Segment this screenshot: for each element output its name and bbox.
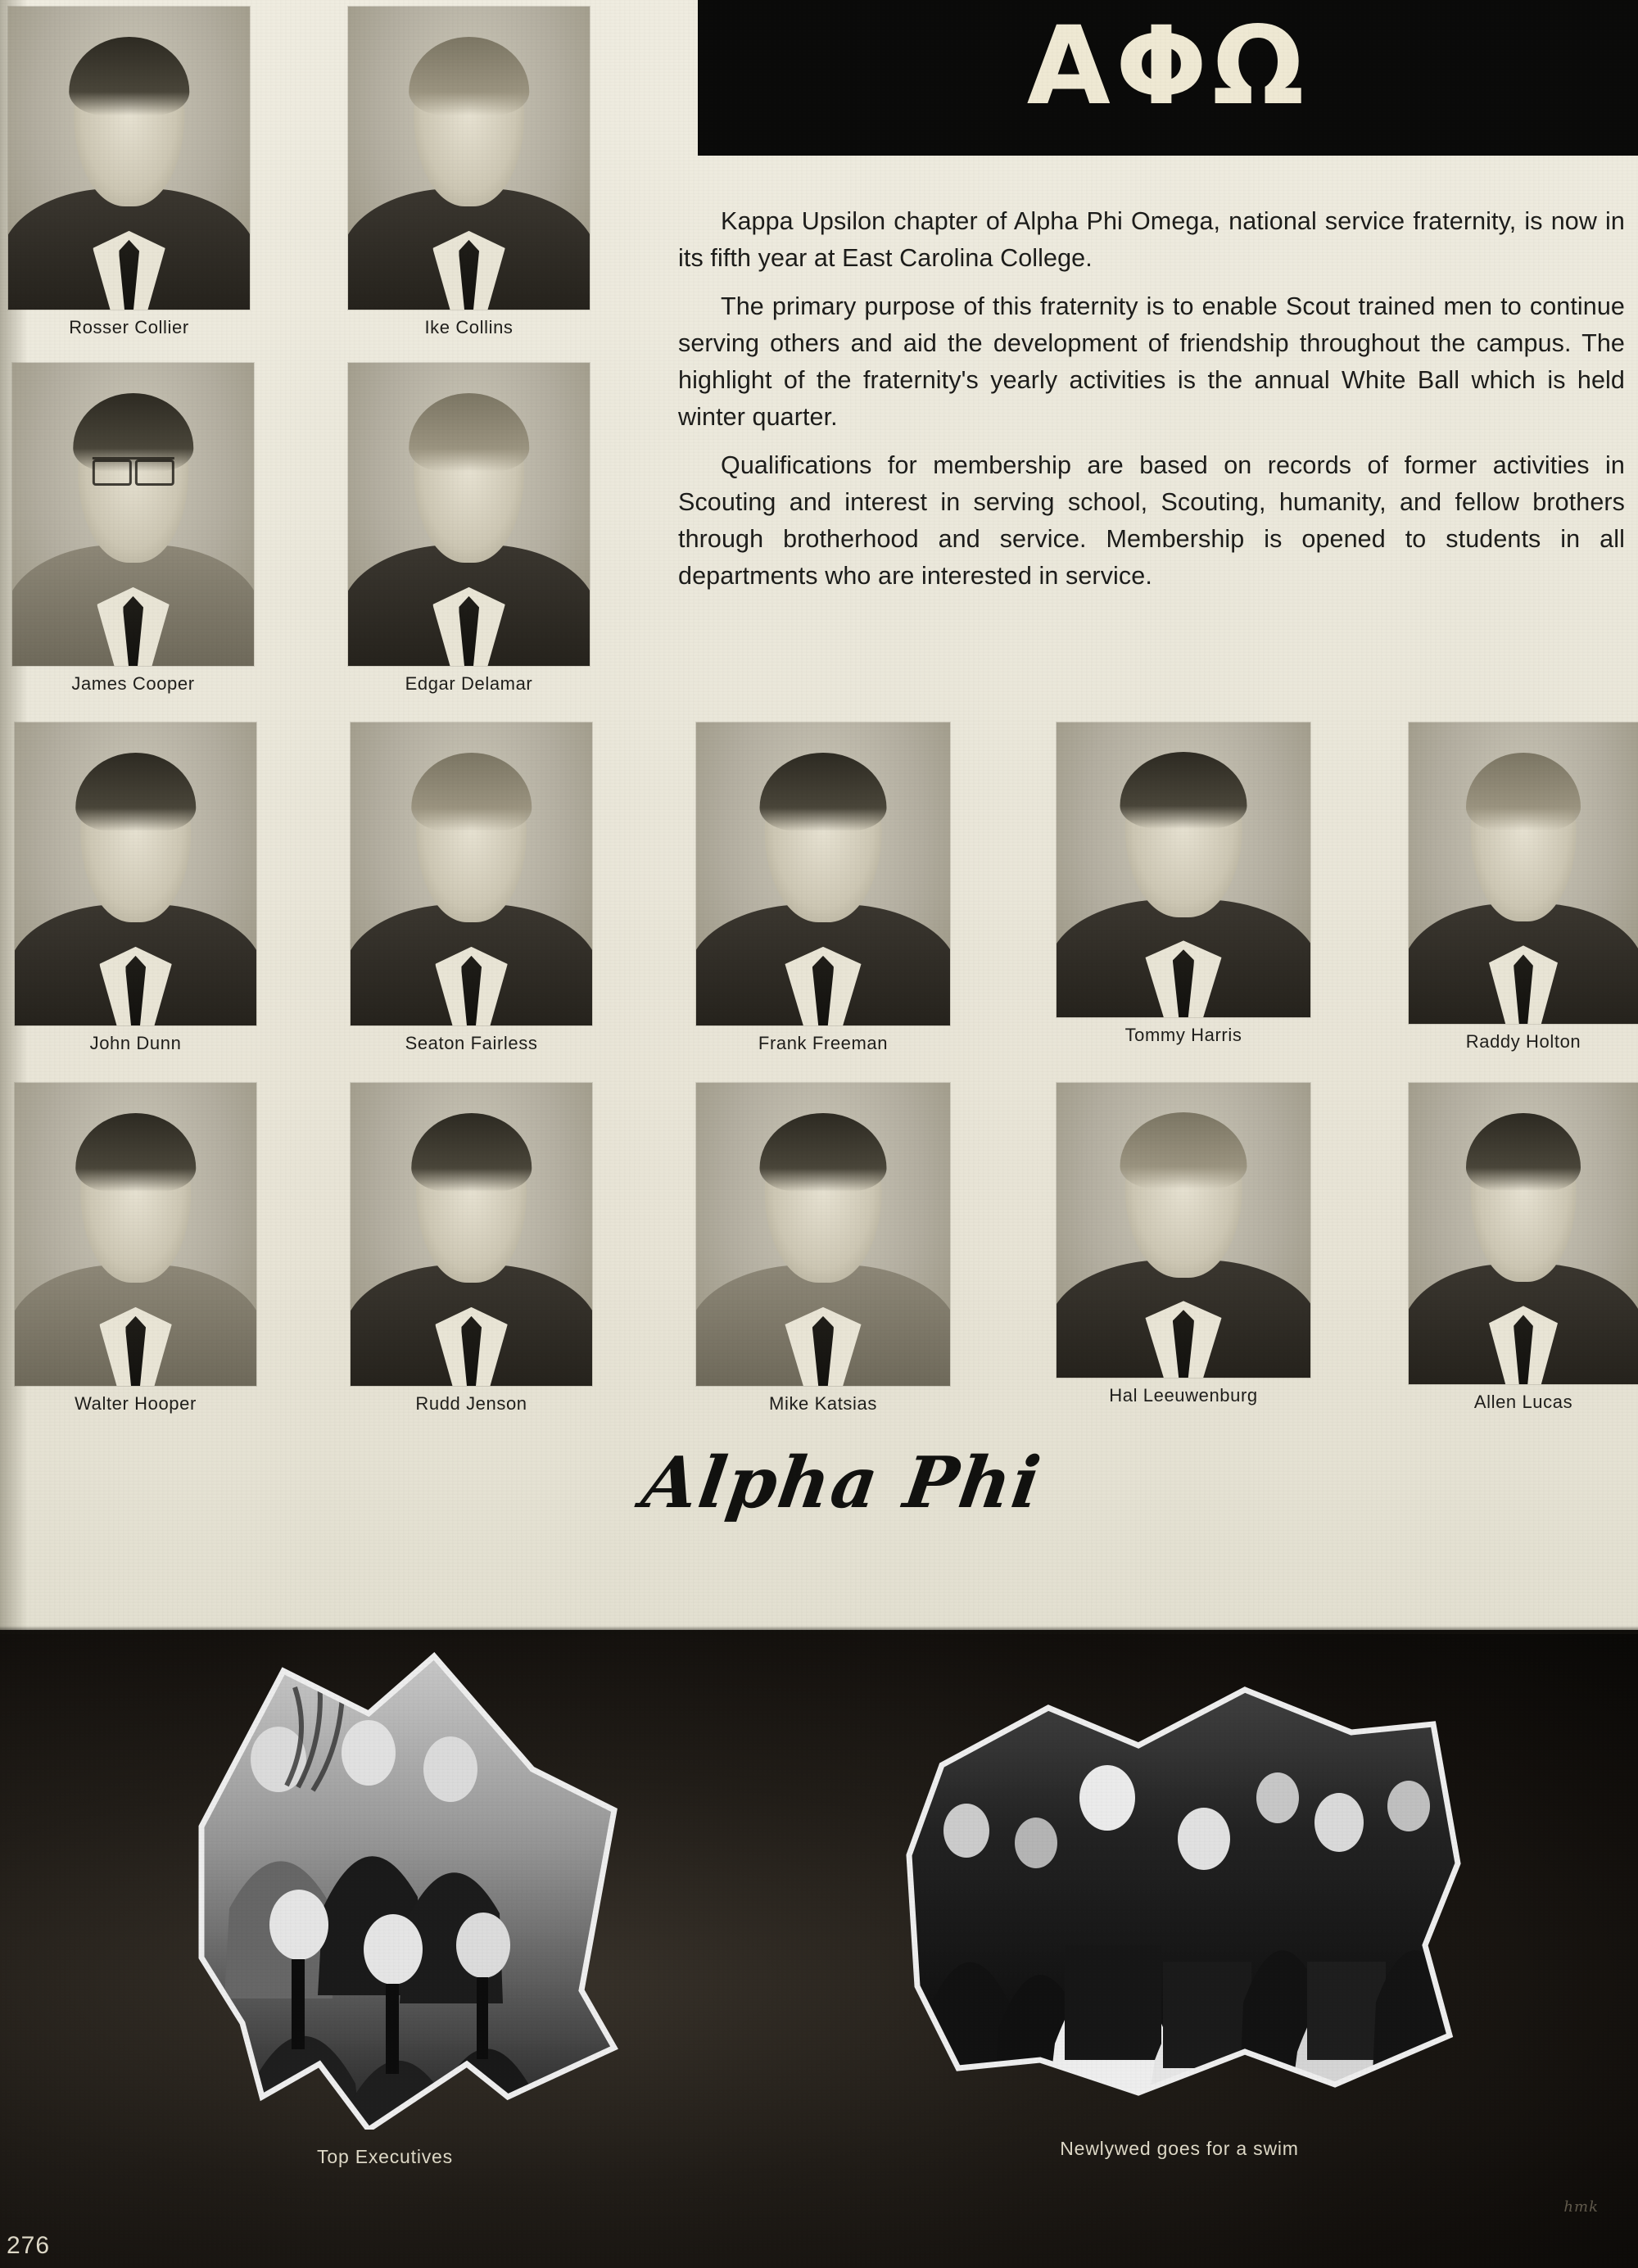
portrait-photo [348, 7, 590, 310]
article-paragraph-1: Kappa Upsilon chapter of Alpha Phi Omega, national service fraternity, is now in its fifth year at East Carolina College. [678, 207, 1625, 272]
candid-caption-left: Top Executives [317, 2146, 453, 2167]
portrait-caption: James Cooper [71, 673, 195, 694]
portrait-caption: Rosser Collier [69, 317, 189, 337]
portrait-photo [351, 1083, 592, 1386]
masthead-block [698, 0, 1638, 156]
portrait-caption: Raddy Holton [1465, 1031, 1581, 1052]
portrait-photo [8, 7, 250, 310]
portrait-caption: Seaton Fairless [405, 1033, 538, 1053]
portrait-rudd-jenson [351, 1083, 592, 1415]
portrait-james-cooper [12, 363, 254, 695]
portrait-photo [15, 1083, 256, 1386]
portrait-caption: Mike Katsias [769, 1393, 877, 1414]
article-paragraph-3: Qualifications for membership are based on records of former activities in Scouting and interest in serving school, Scouting, humanity, and fellow brothers through brotherhood and service. Membership is opened to students in all departments who are interested in service. [678, 451, 1625, 590]
portrait-photo [348, 363, 590, 666]
portrait-photo [1057, 722, 1310, 1017]
portrait-caption: Walter Hooper [75, 1393, 197, 1414]
portrait-photo [1057, 1083, 1310, 1378]
portrait-caption: John Dunn [89, 1033, 182, 1053]
photographer-watermark: hmk [1563, 2198, 1599, 2216]
portrait-allen-lucas [1409, 1083, 1638, 1413]
portrait-photo [15, 722, 256, 1025]
portrait-photo [351, 722, 592, 1025]
portrait-ike-collins [348, 7, 590, 338]
portrait-photo [1409, 722, 1638, 1024]
candid-caption-right: Newlywed goes for a swim [1060, 2138, 1299, 2159]
candid-photo-newlywed-swim [893, 1675, 1466, 2117]
portrait-john-dunn [15, 722, 256, 1054]
portrait-caption: Allen Lucas [1473, 1392, 1573, 1412]
portrait-walter-hooper [15, 1083, 256, 1415]
article-text [678, 203, 1625, 606]
portrait-caption: Edgar Delamar [405, 673, 533, 694]
band-edge [0, 1626, 1638, 1634]
portrait-tommy-harris [1057, 722, 1310, 1046]
portrait-caption: Ike Collins [424, 317, 514, 337]
photo-frame-shape [123, 1638, 647, 2130]
portrait-raddy-holton [1409, 722, 1638, 1053]
portrait-caption: Tommy Harris [1124, 1025, 1242, 1045]
portrait-photo [696, 1083, 950, 1386]
article-paragraph-2: The primary purpose of this fraternity is to enable Scout trained men to continue serving others and aid the development of friendship throughout the campus. The highlight of the fraternity's yearly activities is the annual White Ball which is held winter quarter. [678, 292, 1625, 431]
portrait-edgar-delamar [348, 363, 590, 695]
portrait-frank-freeman [696, 722, 950, 1054]
candid-photo-top-executives [123, 1638, 647, 2130]
bottom-photo-band [0, 1630, 1638, 2268]
portrait-photo [696, 722, 950, 1025]
portrait-hal-leeuwenburg [1057, 1083, 1310, 1406]
chapter-script-logo: Alpha Phi [637, 1442, 1047, 1524]
portrait-caption: Hal Leeuwenburg [1109, 1385, 1258, 1406]
portrait-photo [12, 363, 254, 666]
fraternity-greek-letters: ΑΦΩ [1026, 3, 1310, 129]
page-number: 276 [7, 2232, 51, 2259]
portrait-mike-katsias [696, 1083, 950, 1415]
portrait-seaton-fairless [351, 722, 592, 1054]
portrait-photo [1409, 1083, 1638, 1384]
photo-frame-shape [893, 1675, 1466, 2117]
portrait-caption: Rudd Jenson [415, 1393, 527, 1414]
portrait-caption: Frank Freeman [758, 1033, 889, 1053]
portrait-rosser-collier [8, 7, 250, 338]
